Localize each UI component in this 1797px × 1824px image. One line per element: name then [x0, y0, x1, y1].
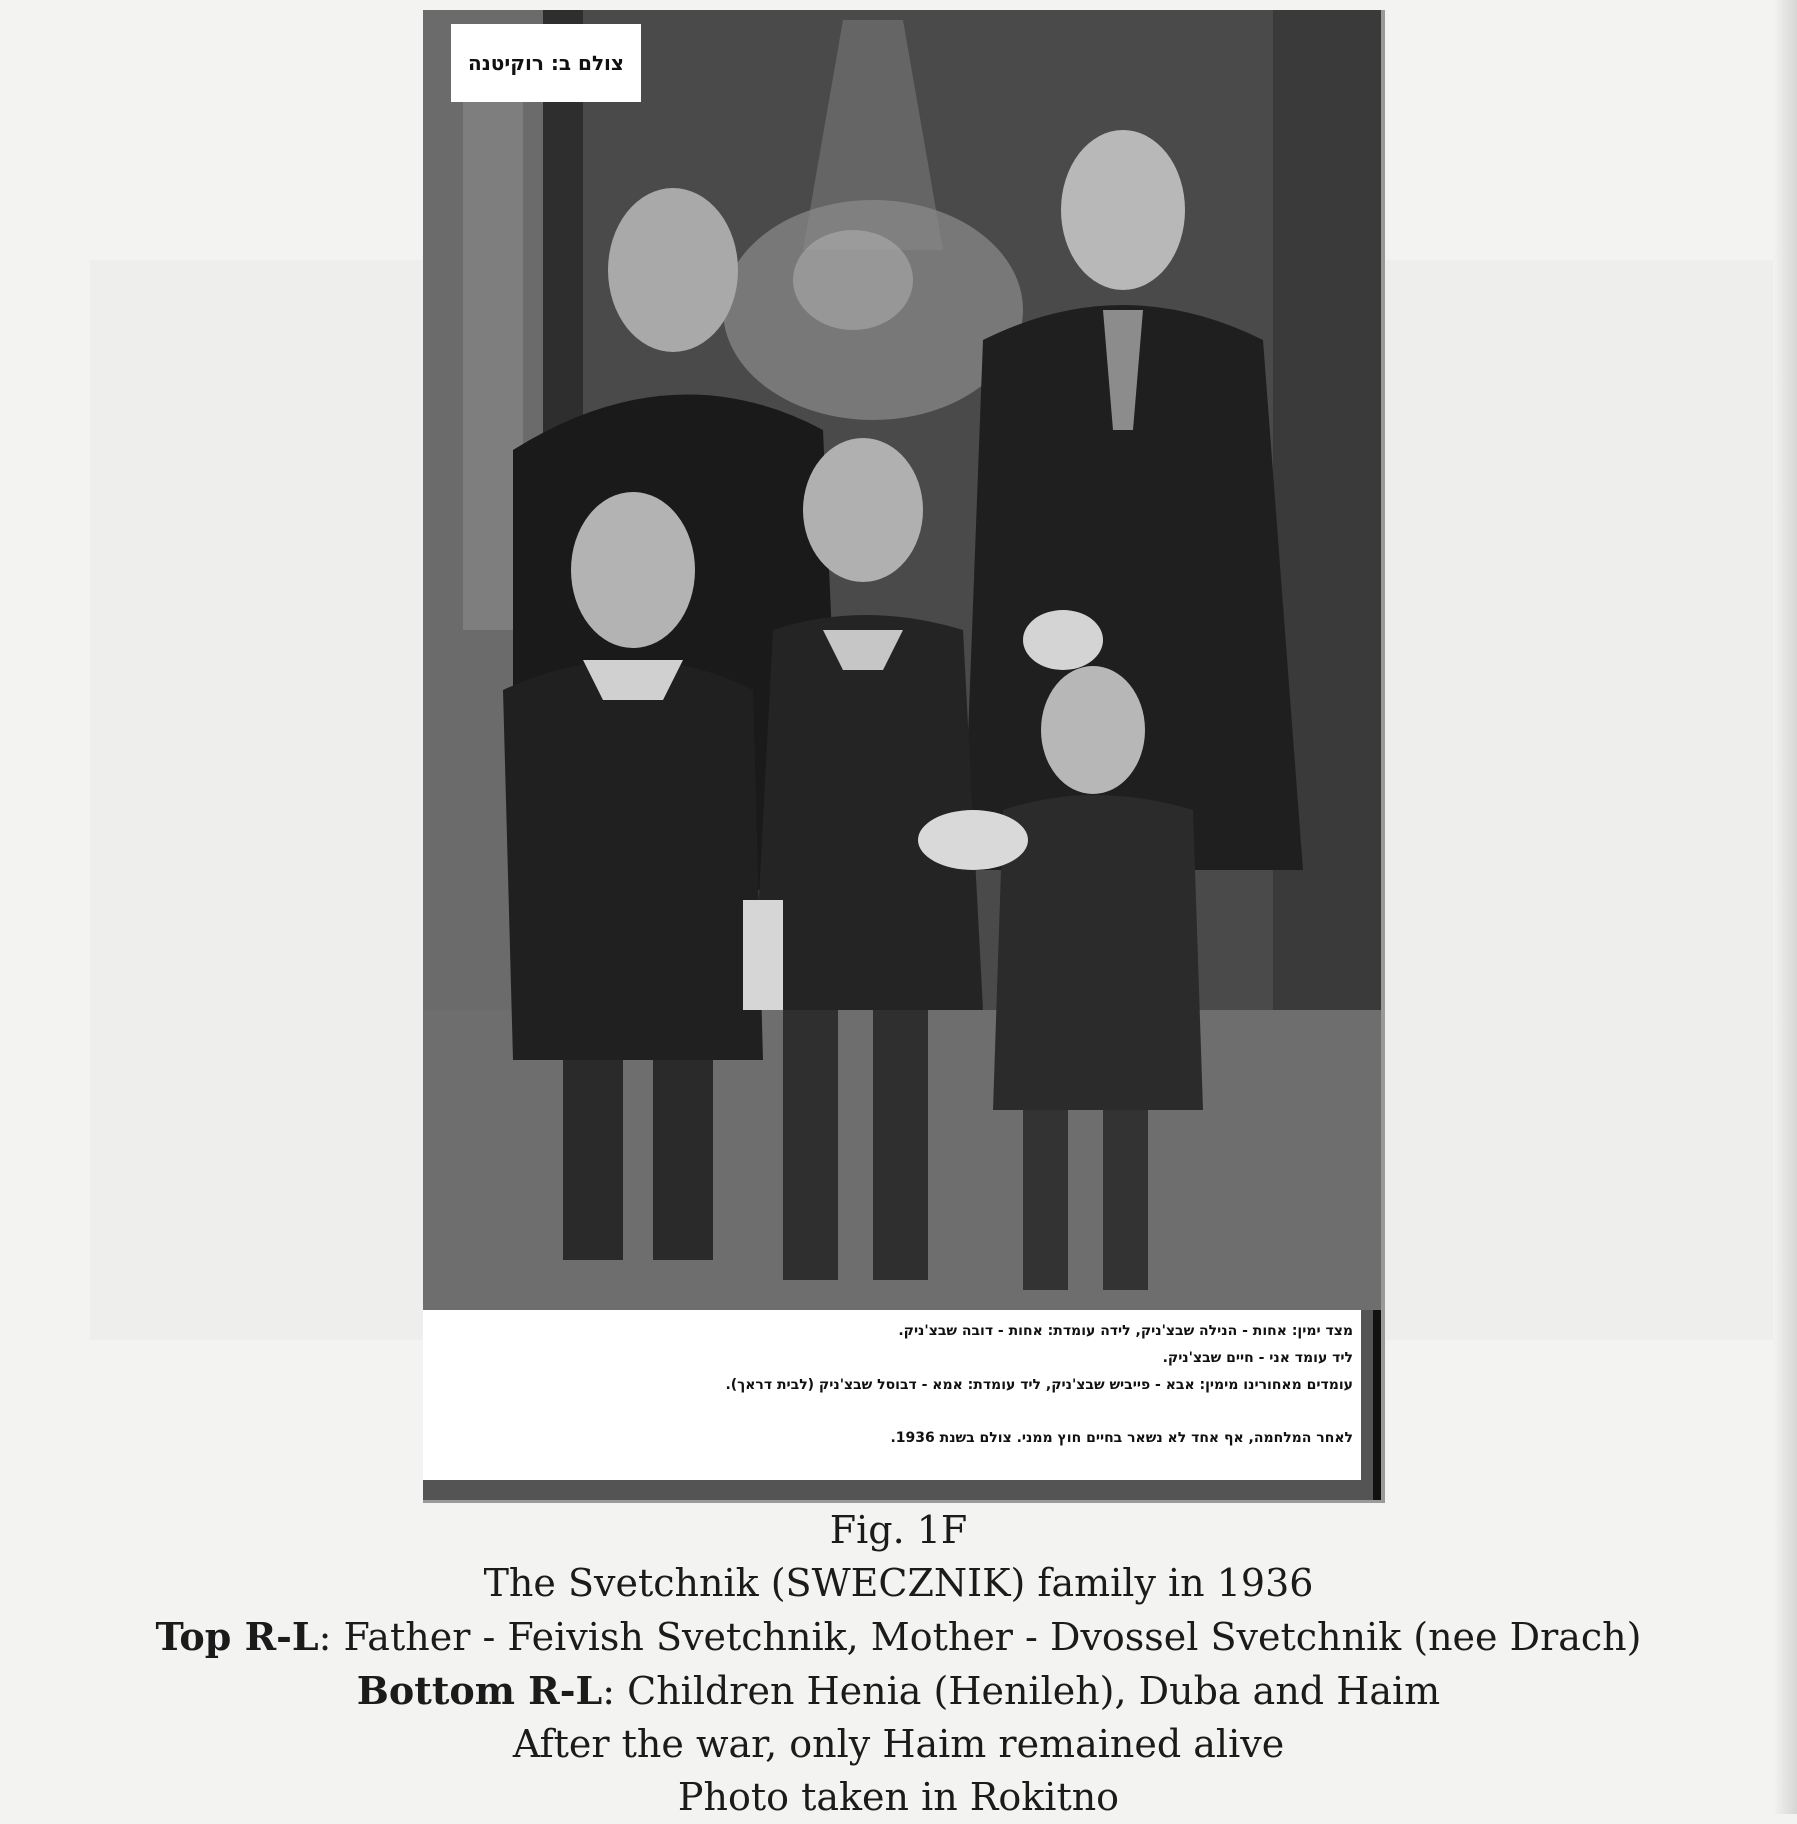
caption-bottom-row — [0, 1664, 1797, 1718]
hebrew-caption-line: ליד עומד אני - חיים שבצ'ניק. — [1162, 1350, 1353, 1366]
caption-top-row — [0, 1610, 1797, 1664]
figure-number: Fig. 1F — [829, 1508, 968, 1552]
figure-title: The Svetchnik (SWECZNIK) family in 1936 — [483, 1561, 1314, 1605]
photo-location-stamp: צולם ב: רוקיטנה — [451, 24, 641, 102]
top-row-text: : Father - Feivish Svetchnik, Mother - Dvossel Svetchnik (nee Drach) — [318, 1615, 1642, 1659]
caption-location-note: Photo taken in Rokitno — [677, 1775, 1120, 1819]
bottom-row-label: Bottom R-L — [356, 1668, 603, 1713]
figure-caption — [0, 1504, 1797, 1824]
hebrew-caption-line: מצד ימין: אחות - הנילה שבצ'ניק, לידה עומדת: אחות - דובה שבצ'ניק. — [898, 1323, 1353, 1339]
top-row-label: Top R-L — [155, 1614, 319, 1659]
family-photograph — [423, 10, 1385, 1503]
photo-hebrew-caption — [423, 1310, 1361, 1480]
hebrew-caption-line: עומדים מאחורינו מימין: אבא - פייביש שבצ'ניק, ליד עומדת: אמא - דבוסל שבצ'ניק (לבית דראך). — [725, 1377, 1353, 1393]
hebrew-caption-line: לאחר המלחמה, אף אחד לא נשאר בחיים חוץ ממני. צולם בשנת 1936. — [890, 1430, 1353, 1446]
caption-survivor-note: After the war, only Haim remained alive — [512, 1722, 1285, 1766]
photo-scene — [423, 10, 1381, 1500]
bottom-row-text: : Children Henia (Henileh), Duba and Haim — [602, 1669, 1441, 1713]
